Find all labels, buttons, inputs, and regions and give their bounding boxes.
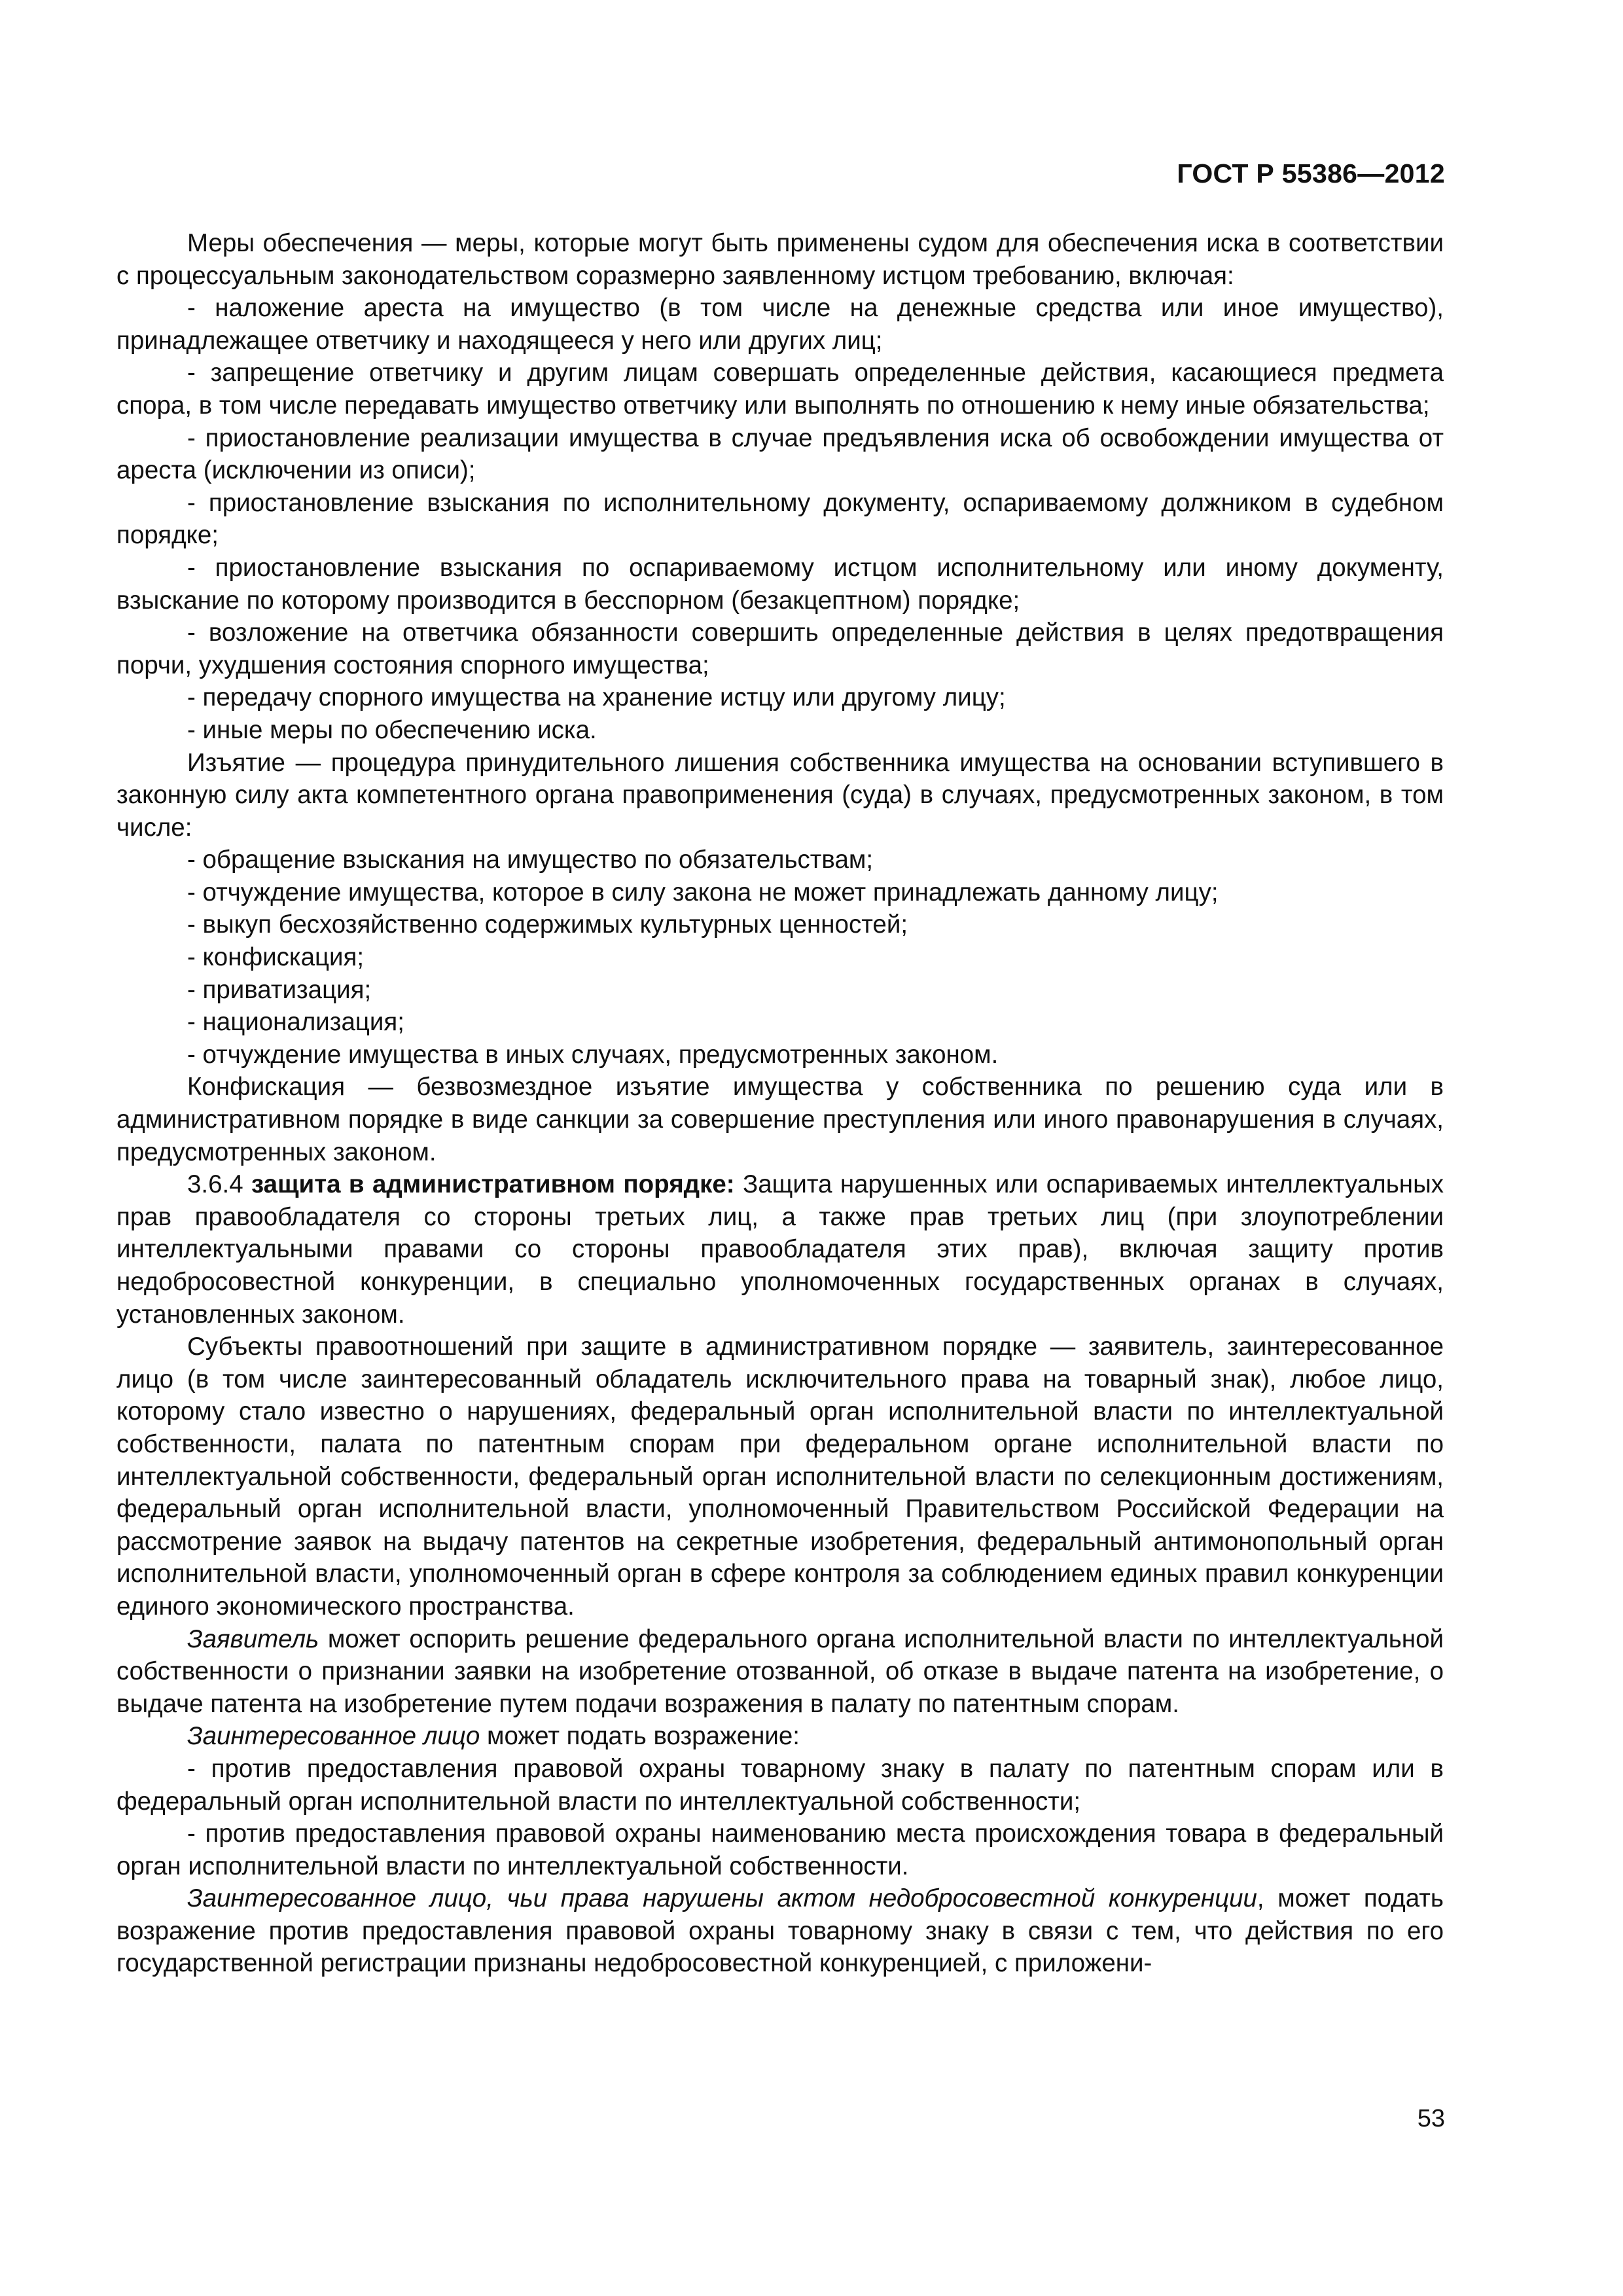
term-italic: Заинтересованное лицо, чьи права нарушены актом недобросовестной конкуренции (187, 1884, 1257, 1913)
paragraph (116, 1331, 1444, 1623)
paragraph-text: - национализация; (187, 1008, 404, 1037)
paragraph-text: Изъятие — процедура принудительного лишения собственника имущества на основании вступившего в законную силу акта компетентного органа правоприменения (суда) в случаях, предусмотренных законом, в том числе: (116, 748, 1444, 842)
paragraph (116, 1071, 1444, 1168)
paragraph-text: - приостановление взыскания по оспариваемому истцом исполнительному или иному документу, взыскание по которому производится в бесспорном (безакцептном) порядке; (116, 553, 1444, 615)
list-item (187, 1039, 1444, 1071)
paragraph-text: Защита нарушенных или оспариваемых интеллектуальных прав правообладателя со стороны третьих лиц, а также прав третьих лиц (при злоупотреблении интеллектуальными правами со стороны правообладателя этих прав), включая защиту против недобросовестной конкуренции, в специально уполномоченных государственных органах в случаях, установленных законом. (116, 1170, 1444, 1329)
paragraph-text: может оспорить решение федерального органа исполнительной власти по интеллектуальной собственности о признании заявки на изобретение отозванной, об отказе в выдаче патента на изобретение, о выдаче патента на изобретение путем подачи возражения в палату по патентным спорам. (116, 1624, 1444, 1718)
paragraph (116, 1623, 1444, 1721)
list-item (187, 974, 1444, 1007)
paragraph-text: - приватизация; (187, 975, 372, 1004)
list-item (116, 292, 1444, 357)
section-number: 3.6.4 (187, 1170, 252, 1199)
paragraph-text: - против предоставления правовой охраны наименованию места происхождения товара в федеральный орган исполнительной власти по интеллектуальной собственности. (116, 1820, 1444, 1880)
list-item (116, 1818, 1444, 1882)
list-item (187, 941, 1444, 974)
paragraph-text: - наложение ареста на имущество (в том числе на денежные средства или иное имущество), принадлежащее ответчику и находящееся у него или других лиц; (116, 294, 1444, 355)
list-item (187, 876, 1444, 909)
document-header-standard-id: ГОСТ Р 55386—2012 (1177, 158, 1445, 188)
paragraph-text: Конфискация — безвозмездное изъятие имущества у собственника по решению суда или в административном порядке в виде санкции за совершение преступления или иного правонарушения в случаях, предусмотренных законом. (116, 1073, 1444, 1166)
paragraph (116, 747, 1444, 844)
paragraph (116, 1168, 1444, 1331)
document-body (116, 227, 1444, 1980)
paragraph-text: - обращение взыскания на имущество по обязательствам; (187, 846, 874, 874)
list-item (116, 1753, 1444, 1818)
list-item (187, 908, 1444, 941)
paragraph-text: - против предоставления правовой охраны товарному знаку в палату по патентным спорам или в федеральный орган исполнительной власти по интеллектуальной собственности; (116, 1754, 1444, 1816)
list-item (187, 681, 1444, 714)
paragraph-text: Меры обеспечения — меры, которые могут быть применены судом для обеспечения иска в соответствии с процессуальным законодательством соразмерно заявленному истцом требованию, включая: (116, 229, 1444, 290)
paragraph-text: - конфискация; (187, 943, 365, 972)
paragraph-text: - отчуждение имущества в иных случаях, предусмотренных законом. (187, 1040, 999, 1069)
paragraph-text: - приостановление реализации имущества в случае предъявления иска об освобождении имущества от ареста (исключении из описи); (116, 423, 1444, 485)
term-italic: Заявитель (187, 1624, 319, 1653)
paragraph-text: - иные меры по обеспечению иска. (187, 715, 597, 744)
paragraph (116, 1720, 1444, 1753)
paragraph (116, 227, 1444, 292)
paragraph-text: - передачу спорного имущества на хранение истцу или другому лицу; (187, 683, 1006, 712)
paragraph (116, 1882, 1444, 1980)
term-bold: защита в административном порядке: (251, 1170, 735, 1199)
paragraph-text: Субъекты правоотношений при защите в административном порядке — заявитель, заинтересованное лицо (в том числе заинтересованный обладатель исключительного права на товарный знак), любое лицо, которому стало известно о нарушениях, федеральный орган исполнительной власти по интеллектуальной собственности, палата по патентным спорам при федеральном органе исполнительной власти по интеллектуальной собственности, федеральный орган исполнительной власти по селекционным достижениям, федеральный орган исполнительной власти, уполномоченный Правительством Российской Федерации на рассмотрение заявок на выдачу патентов на секретные изобретения, федеральный антимонопольный орган исполнительной власти, уполномоченный орган в сфере контроля за соблюдением единых правил конкуренции единого экономического пространства. (116, 1333, 1444, 1621)
list-item (187, 714, 1444, 747)
list-item (116, 617, 1444, 681)
list-item (116, 422, 1444, 487)
paragraph-text: - возложение на ответчика обязанности совершить определенные действия в целях предотвращения порчи, ухудшения состояния спорного имущества; (116, 619, 1444, 679)
paragraph-text: , может подать возражение против предоставления правовой охраны товарному знаку в связи с тем, что действия по его государственной регистрации признаны недобросовестной конкуренцией, с приложени- (116, 1884, 1444, 1978)
list-item (116, 487, 1444, 552)
term-italic: Заинтересованное лицо (187, 1722, 480, 1751)
paragraph-text: - запрещение ответчику и другим лицам совершать определенные действия, касающиеся предмета спора, в том числе передавать имущество ответчику или выполнять по отношению к нему иные обязательства; (116, 359, 1444, 420)
list-item (116, 552, 1444, 617)
paragraph-text: - выкуп бесхозяйственно содержимых культурных ценностей; (187, 910, 908, 939)
page-number: 53 (1417, 2105, 1445, 2132)
paragraph-text: может подать возражение: (480, 1722, 800, 1751)
paragraph-text: - приостановление взыскания по исполнительному документу, оспариваемому должником в судебном порядке; (116, 488, 1444, 550)
paragraph-text: - отчуждение имущества, которое в силу закона не может принадлежать данному лицу; (187, 878, 1219, 906)
list-item (116, 357, 1444, 422)
list-item (187, 1006, 1444, 1039)
list-item (187, 844, 1444, 876)
